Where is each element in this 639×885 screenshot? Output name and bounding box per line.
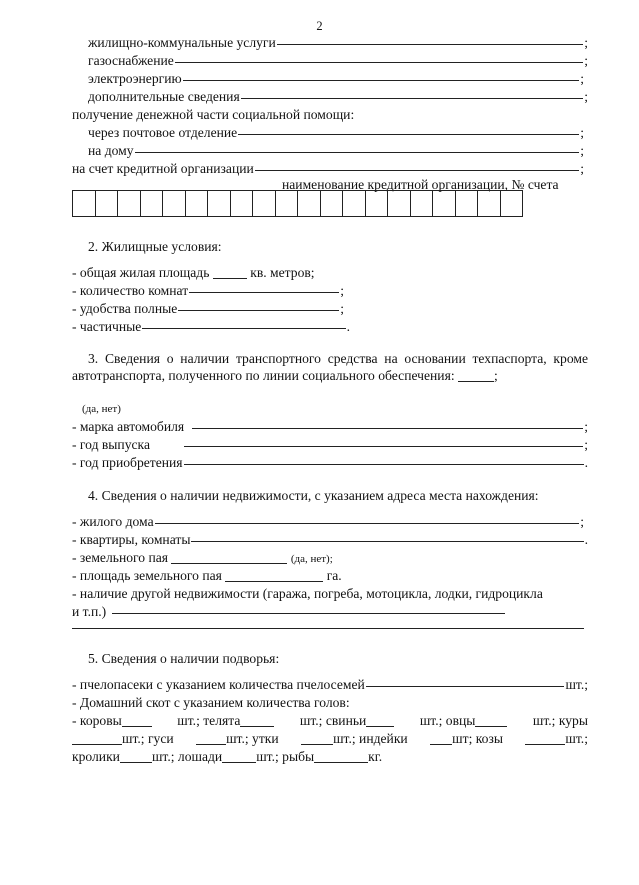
transport-title: 3. Сведения о наличии транспортного средства на основании техпаспорта, кроме автотранспорта, полученного по линии социального обеспечения: ; <box>72 351 588 383</box>
flat-row: - квартиры, комнаты . <box>72 531 588 548</box>
account-digit-cell[interactable] <box>478 191 501 217</box>
account-digit-cell[interactable] <box>500 191 523 217</box>
account-digit-cell[interactable] <box>433 191 456 217</box>
turkeys-field[interactable] <box>430 732 452 745</box>
horses-field[interactable] <box>222 750 256 763</box>
full-amenities-field[interactable] <box>178 298 339 311</box>
partial-amenities-label: - частичные <box>72 319 142 334</box>
geese-label: шт.; гуси <box>122 731 174 746</box>
other-realty-field[interactable] <box>112 601 505 614</box>
partial-amenities-field[interactable] <box>142 316 345 329</box>
account-digit-cell[interactable] <box>140 191 163 217</box>
geese-field[interactable] <box>196 732 226 745</box>
car-brand-row: - марка автомобиля ; <box>72 418 588 435</box>
land-area-unit: га. <box>326 568 342 583</box>
post-row: через почтовое отделение ; <box>88 124 584 141</box>
chickens-label: шт.; куры <box>532 713 588 728</box>
house-field[interactable] <box>155 511 580 524</box>
housing-title: 2. Жилищные условия: <box>88 239 222 254</box>
land-area-row <box>72 567 342 584</box>
car-acquired-field[interactable] <box>184 452 584 465</box>
turkeys-label: шт.; индейки <box>333 731 408 746</box>
gas-row: газоснабжение ; <box>88 52 588 69</box>
additional-label: дополнительные сведения <box>88 89 240 104</box>
goats-field[interactable] <box>525 732 565 745</box>
transport-yes-no-field[interactable] <box>458 369 494 382</box>
pigs-label: шт.; свиньи <box>299 713 367 728</box>
home-field[interactable] <box>135 140 580 153</box>
account-digit-cell[interactable] <box>388 191 411 217</box>
house-row: - жилого дома ; <box>72 513 584 530</box>
livestock-line-3 <box>72 748 382 765</box>
land-area-label: - площадь земельного пая <box>72 568 222 583</box>
other-realty-label: - наличие другой недвижимости (гаража, погреба, мотоцикла, лодки, гидроцикла <box>72 586 543 601</box>
bank-caption: наименование кредитной организации, № счета <box>282 177 559 192</box>
additional-row: дополнительные сведения ; <box>88 88 588 105</box>
bees-row <box>72 676 588 693</box>
realty-title: 4. Сведения о наличии недвижимости, с указанием адреса места нахождения: <box>88 488 539 503</box>
fish-label: шт.; рыбы <box>256 749 315 764</box>
account-digit-cell[interactable] <box>253 191 276 217</box>
horses-label: шт.; лошади <box>151 749 223 764</box>
living-area-label: - общая жилая площадь <box>72 265 210 280</box>
rooms-row: - количество комнат ; <box>72 282 344 299</box>
account-digit-cell[interactable] <box>118 191 141 217</box>
housing-utilities-field[interactable] <box>277 32 583 45</box>
livestock-label: - Домашний скот с указанием количества голов: <box>72 695 350 710</box>
full-amenities-row: - удобства полные ; <box>72 300 344 317</box>
rooms-field[interactable] <box>189 280 339 293</box>
flat-label: - квартиры, комнаты <box>72 532 191 547</box>
bank-row: на счет кредитной организации ; <box>72 160 584 177</box>
car-year-row: - год выпуска ; <box>72 436 588 453</box>
payment-header: получение денежной части социальной помощи: <box>72 107 355 122</box>
account-digit-cell[interactable] <box>365 191 388 217</box>
cows-field[interactable] <box>122 714 152 727</box>
calves-label: шт.; телята <box>177 713 241 728</box>
cows-label: - коровы <box>72 713 122 728</box>
flat-field[interactable] <box>191 529 583 542</box>
account-digit-cell[interactable] <box>410 191 433 217</box>
car-brand-label: - марка автомобиля <box>72 419 185 434</box>
land-yes-no-caption: (да, нет); <box>290 553 333 565</box>
other-realty-extra-line[interactable] <box>72 628 584 629</box>
other-realty-cont: и т.п.) <box>72 604 107 619</box>
living-area-field[interactable] <box>213 266 247 279</box>
account-number-grid <box>72 190 523 217</box>
account-digit-cell[interactable] <box>185 191 208 217</box>
land-field[interactable] <box>171 551 287 564</box>
account-digit-cell[interactable] <box>298 191 321 217</box>
farm-title: 5. Сведения о наличии подворья: <box>88 651 280 666</box>
account-digit-cell[interactable] <box>275 191 298 217</box>
calves-field[interactable] <box>240 714 274 727</box>
housing-utilities-row: жилищно-коммунальные услуги ; <box>88 34 588 51</box>
livestock-line-1 <box>72 712 588 729</box>
account-digit-cell[interactable] <box>230 191 253 217</box>
full-amenities-label: - удобства полные <box>72 301 178 316</box>
chickens-field[interactable] <box>72 732 122 745</box>
home-label: на дому <box>88 143 134 158</box>
ducks-label: шт.; утки <box>226 731 279 746</box>
account-digit-cell[interactable] <box>343 191 366 217</box>
transport-title-text: 3. Сведения о наличии транспортного средства на основании техпаспорта, кроме автотранспорта, полученного по линии социального обеспечения: <box>72 351 588 383</box>
account-digit-cell[interactable] <box>95 191 118 217</box>
bees-label: - пчелопасеки с указанием количества пчелосемей <box>72 677 365 692</box>
electricity-row: электроэнергию ; <box>88 70 584 87</box>
page-number: 2 <box>316 19 323 33</box>
bank-field[interactable] <box>255 158 579 171</box>
ducks-field[interactable] <box>301 732 333 745</box>
gas-label: газоснабжение <box>88 53 174 68</box>
electricity-field[interactable] <box>183 68 580 81</box>
account-digit-cell[interactable] <box>73 191 96 217</box>
goats-label: шт; козы <box>452 731 503 746</box>
electricity-label: электроэнергию <box>88 71 182 86</box>
housing-utilities-label: жилищно-коммунальные услуги <box>88 35 276 50</box>
additional-field[interactable] <box>241 86 584 99</box>
living-area-row <box>72 264 315 281</box>
land-row <box>72 549 333 568</box>
bees-unit: шт.; <box>565 677 588 692</box>
rooms-label: - количество комнат <box>72 283 189 298</box>
gas-field[interactable] <box>175 50 583 63</box>
post-label: через почтовое отделение <box>88 125 238 140</box>
post-field[interactable] <box>238 122 579 135</box>
car-year-field[interactable] <box>184 434 583 447</box>
account-digit-cell[interactable] <box>320 191 343 217</box>
bees-field[interactable] <box>366 674 565 687</box>
account-digit-cell[interactable] <box>455 191 478 217</box>
account-digit-cell[interactable] <box>208 191 231 217</box>
fish-unit: кг. <box>368 749 383 764</box>
car-brand-field[interactable] <box>192 416 583 429</box>
rabbits-label: кролики <box>72 749 120 764</box>
car-acquired-label: - год приобретения <box>72 455 183 470</box>
land-area-field[interactable] <box>225 569 323 582</box>
partial-amenities-row: - частичные . <box>72 318 350 335</box>
car-acquired-row: - год приобретения . <box>72 454 588 471</box>
sheep-field[interactable] <box>475 714 507 727</box>
other-realty-row <box>72 603 506 620</box>
bank-label: на счет кредитной организации <box>72 161 254 176</box>
transport-yes-no-caption: (да, нет) <box>82 403 121 415</box>
goats-unit: шт.; <box>565 731 588 746</box>
account-digit-cell[interactable] <box>163 191 186 217</box>
rabbits-field[interactable] <box>120 750 152 763</box>
pigs-field[interactable] <box>366 714 394 727</box>
fish-field[interactable] <box>314 750 368 763</box>
car-year-label: - год выпуска <box>72 437 150 452</box>
livestock-line-2 <box>72 730 588 747</box>
home-row: на дому ; <box>88 142 584 159</box>
land-label: - земельного пая <box>72 550 169 565</box>
living-area-unit: кв. метров; <box>250 265 315 280</box>
house-label: - жилого дома <box>72 514 154 529</box>
sheep-label: шт.; овцы <box>419 713 476 728</box>
